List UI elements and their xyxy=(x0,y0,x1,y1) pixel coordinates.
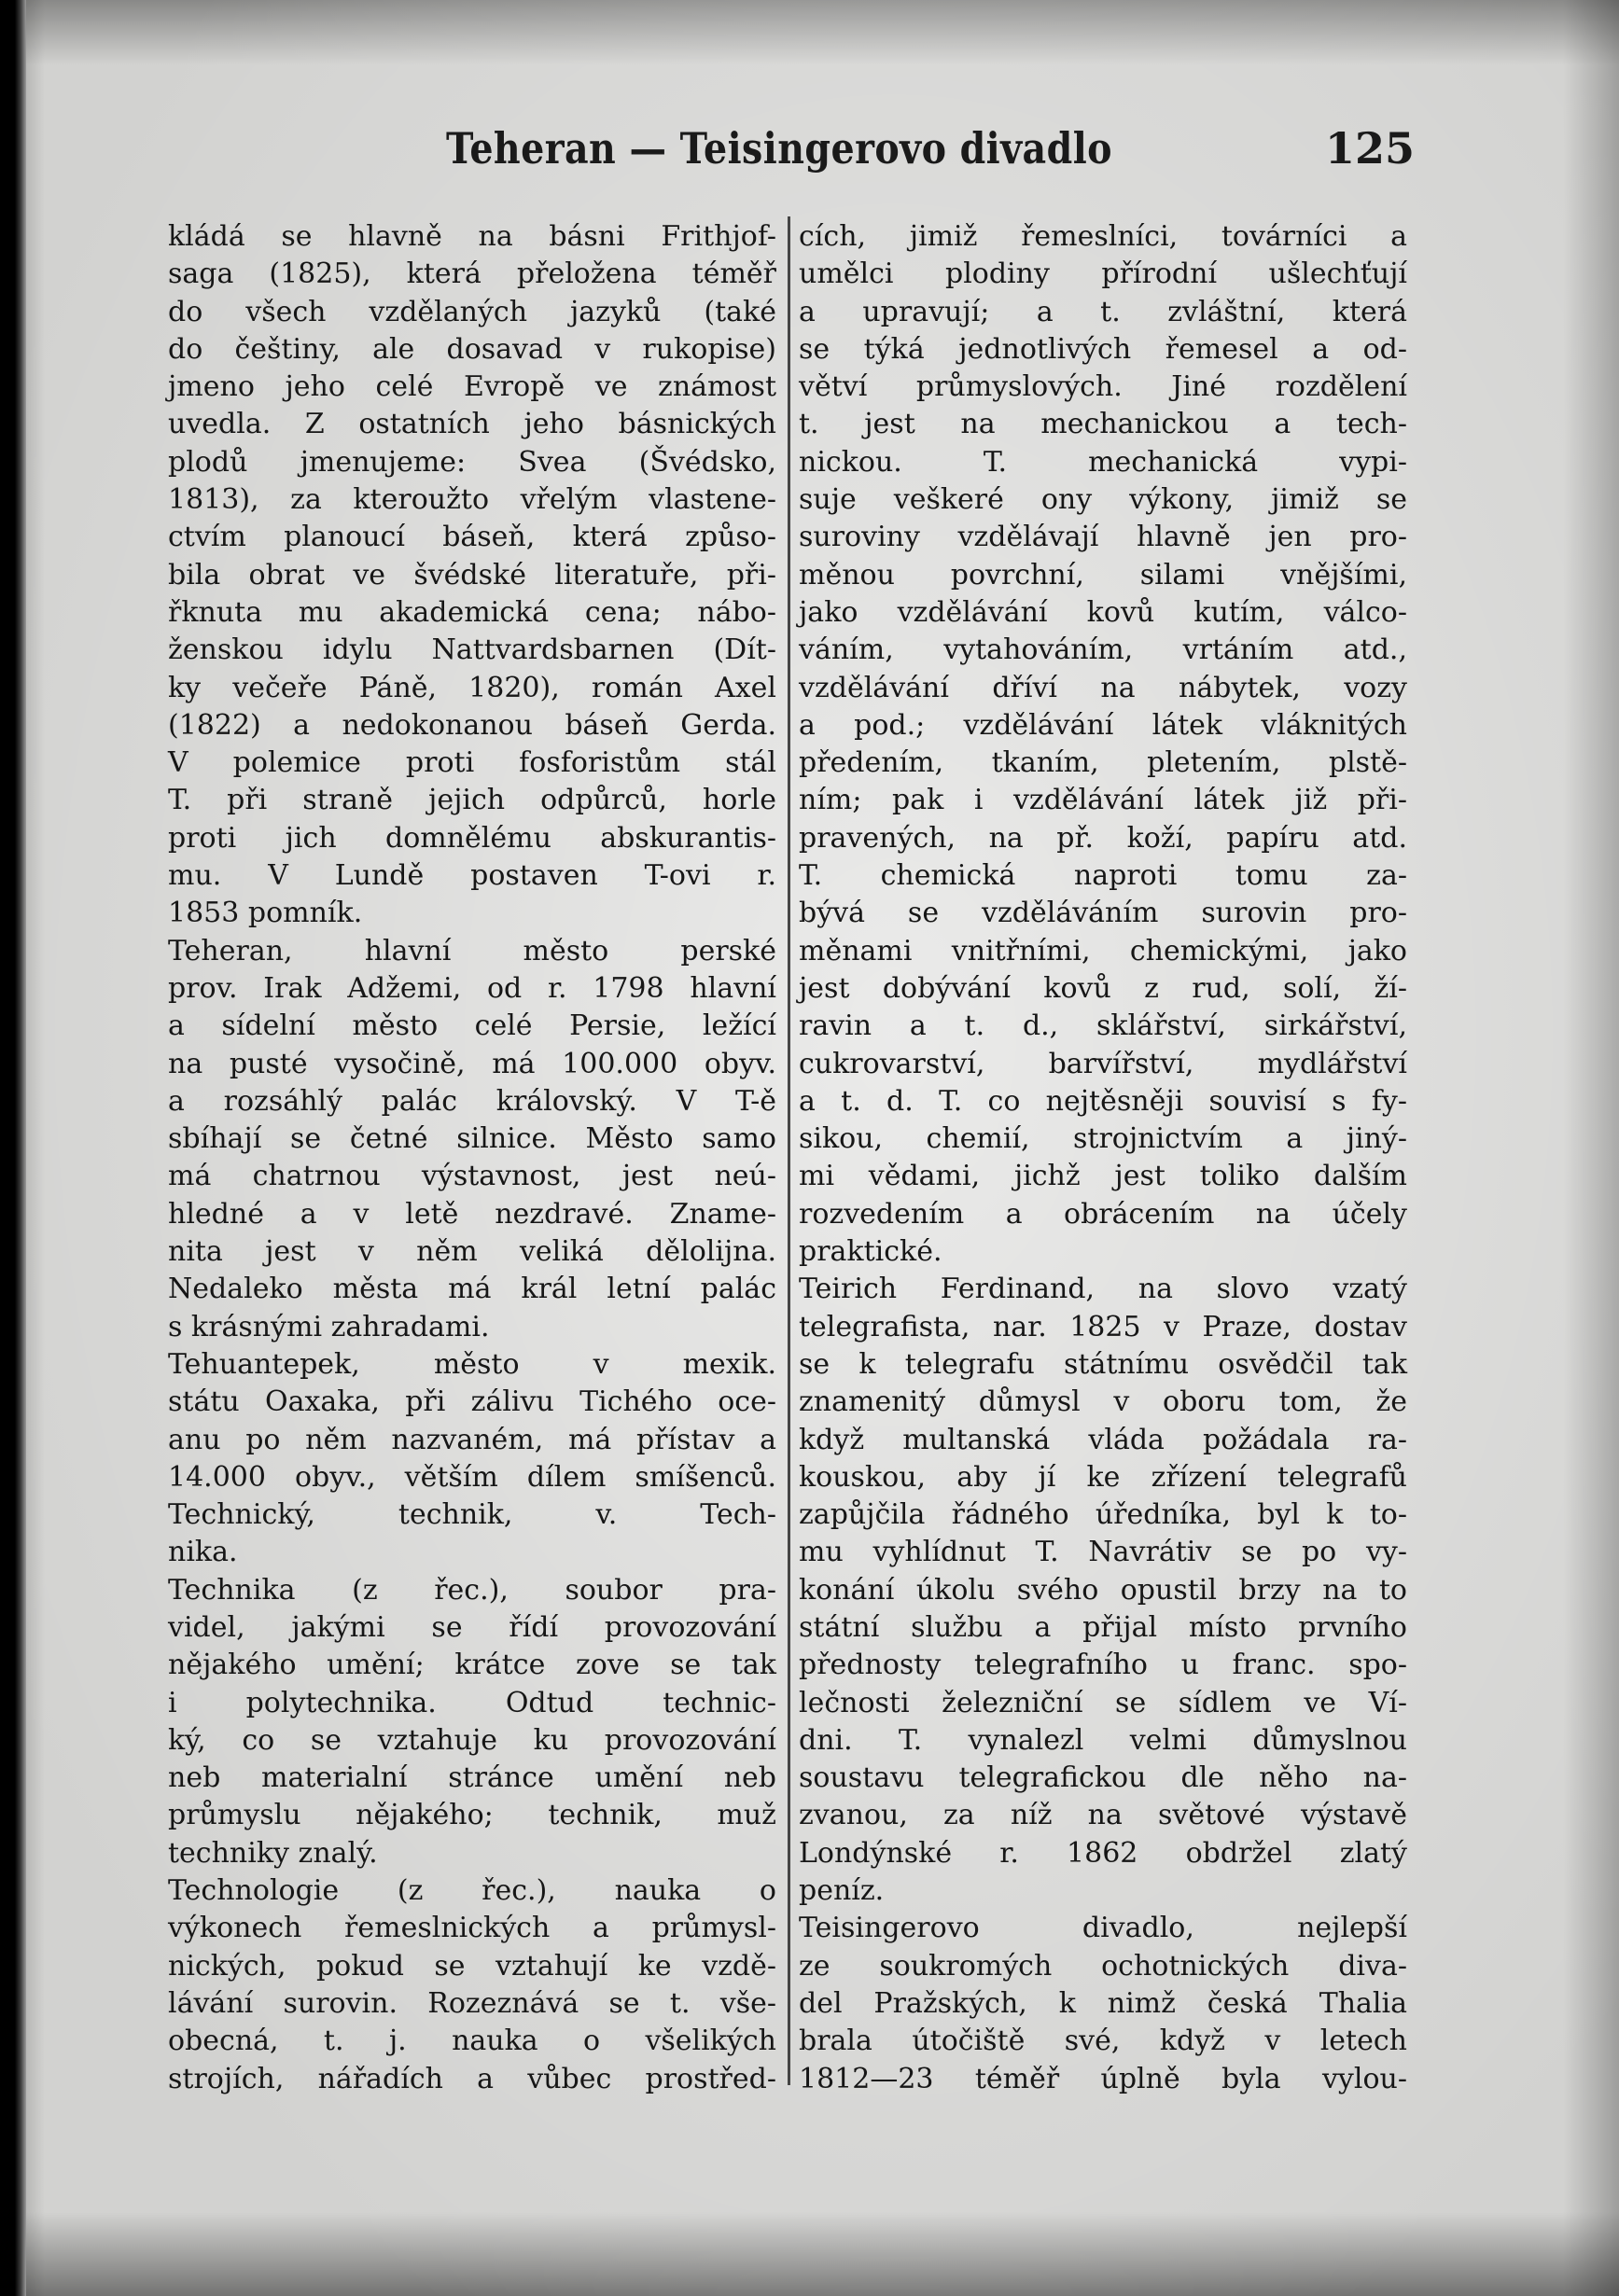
text-line: ženskou idylu Nattvardsbarnen (Dít- xyxy=(168,633,776,667)
text-line: sikou, chemií, strojnictvím a jiný- xyxy=(799,1122,1407,1156)
text-line: strojích, nářadích a vůbec prostřed- xyxy=(168,2062,776,2095)
text-line: se k telegrafu státnímu osvědčil tak xyxy=(799,1347,1407,1381)
text-line: řknuta mu akademická cena; nábo- xyxy=(168,595,776,629)
text-line: a rozsáhlý palác královský. V T-ě xyxy=(168,1084,776,1118)
text-line: státu Oaxaka, při zálivu Tichého oce- xyxy=(168,1385,776,1419)
text-line: telegrafista, nar. 1825 v Praze, dostav xyxy=(799,1310,1407,1343)
text-line: plodů jmenujeme: Svea (Švédsko, xyxy=(168,445,776,479)
text-line: brala útočiště své, když v letech xyxy=(799,2025,1407,2058)
text-line: na pusté vysočině, má 100.000 obyv. xyxy=(168,1047,776,1080)
text-line: Technologie (z řec.), nauka o xyxy=(168,1874,776,1908)
text-line: 1812—23 téměř úplně byla vylou- xyxy=(799,2062,1407,2095)
text-line: dni. T. vynalezl velmi důmyslnou xyxy=(799,1723,1407,1757)
text-line: mi vědami, jichž jest toliko dalším xyxy=(799,1160,1407,1193)
left-column xyxy=(168,218,776,2098)
text-line: 1813), za kteroužto vřelým vlastene- xyxy=(168,483,776,517)
text-line: cích, jimiž řemeslníci, továrníci a xyxy=(799,220,1407,253)
text-line: proti jich domnělému abskurantis- xyxy=(168,821,776,855)
text-line: T. chemická naproti tomu za- xyxy=(799,859,1407,893)
text-line: jest dobývání kovů z rud, solí, ží- xyxy=(799,971,1407,1005)
text-line: do všech vzdělaných jazyků (také xyxy=(168,295,776,328)
text-line: Teirich Ferdinand, na slovo vzatý xyxy=(799,1273,1407,1306)
text-line: jako vzdělávání kovů kutím, válco- xyxy=(799,595,1407,629)
text-line: techniky znalý. xyxy=(168,1836,378,1870)
text-line: Technický, technik, v. Tech- xyxy=(168,1498,776,1532)
text-line: ravin a t. d., sklářství, sirkářství, xyxy=(799,1009,1407,1043)
text-line: ze soukromých ochotnických diva- xyxy=(799,1949,1407,1983)
text-line: jmeno jeho celé Evropě ve známost xyxy=(168,370,776,404)
text-line: konání úkolu svého opustil brzy na to xyxy=(799,1573,1407,1607)
text-line: měnami vnitřními, chemickými, jako xyxy=(799,934,1407,967)
text-line: ním; pak i vzdělávání látek již při- xyxy=(799,784,1407,817)
text-line: ky večeře Páně, 1820), román Axel xyxy=(168,671,776,704)
text-line: se týká jednotlivých řemesel a od- xyxy=(799,332,1407,366)
text-line: a pod.; vzdělávání látek vláknitých xyxy=(799,708,1407,742)
text-line: zvanou, za níž na světové výstavě xyxy=(799,1799,1407,1832)
text-line: nických, pokud se vztahují ke vzdě- xyxy=(168,1949,776,1983)
page-edge-shadow xyxy=(7,0,26,2296)
text-line: nita jest v něm veliká dělolijna. xyxy=(168,1235,776,1269)
column-divider xyxy=(788,216,790,2085)
text-line: (1822) a nedokonanou báseň Gerda. xyxy=(168,708,776,742)
text-line: suje veškeré ony výkony, jimiž se xyxy=(799,483,1407,517)
text-line: neb materialní stránce umění neb xyxy=(168,1761,776,1795)
text-line: Technika (z řec.), soubor pra- xyxy=(168,1573,776,1607)
text-line: s krásnými zahradami. xyxy=(168,1310,490,1343)
page-number: 125 xyxy=(1325,123,1416,174)
text-line: státní službu a přijal místo prvního xyxy=(799,1610,1407,1644)
right-column xyxy=(799,218,1407,2098)
text-line: nickou. T. mechanická vypi- xyxy=(799,445,1407,479)
text-line: Tehuantepek, město v mexik. xyxy=(168,1347,776,1381)
text-line: znamenitý důmysl v oboru tom, že xyxy=(799,1385,1407,1419)
text-line: obecná, t. j. nauka o všelikých xyxy=(168,2025,776,2058)
text-line: průmyslu nějakého; technik, muž xyxy=(168,1799,776,1832)
text-line: T. při straně jejich odpůrců, horle xyxy=(168,784,776,817)
text-line: prov. Irak Adžemi, od r. 1798 hlavní xyxy=(168,971,776,1005)
text-line: nějakého umění; krátce zove se tak xyxy=(168,1649,776,1682)
text-line: soustavu telegrafickou dle něho na- xyxy=(799,1761,1407,1795)
text-line: suroviny vzdělávají hlavně jen pro- xyxy=(799,521,1407,554)
text-line: předením, tkaním, pletením, plstě- xyxy=(799,746,1407,780)
text-line: a sídelní město celé Persie, ležící xyxy=(168,1009,776,1043)
text-line: saga (1825), která přeložena téměř xyxy=(168,257,776,291)
text-line: cukrovarství, barvířství, mydlářství xyxy=(799,1047,1407,1080)
text-line: kládá se hlavně na básni Frithjof- xyxy=(168,220,776,253)
text-line: peníz. xyxy=(799,1874,885,1908)
text-line: anu po něm nazvaném, má přístav a xyxy=(168,1423,776,1456)
text-line: videl, jakými se řídí provozování xyxy=(168,1610,776,1644)
text-line: mu vyhlídnut T. Navrátiv se po vy- xyxy=(799,1536,1407,1569)
text-line: rozvedením a obrácením na účely xyxy=(799,1197,1407,1231)
text-line: lečnosti železniční se sídlem ve Ví- xyxy=(799,1686,1407,1719)
text-line: bývá se vzděláváním surovin pro- xyxy=(799,897,1407,930)
text-line: vzdělávání dříví na nábytek, vozy xyxy=(799,671,1407,704)
text-line: hledné a v letě nezdravé. Zname- xyxy=(168,1197,776,1231)
text-line: Londýnské r. 1862 obdržel zlatý xyxy=(799,1836,1407,1870)
book-page xyxy=(7,0,1619,2296)
text-line: pravených, na př. koží, papíru atd. xyxy=(799,821,1407,855)
text-line: nika. xyxy=(168,1536,238,1569)
text-line: mu. V Lundě postaven T-ovi r. xyxy=(168,859,776,893)
text-line: V polemice proti fosforistům stál xyxy=(168,746,776,780)
text-line: má chatrnou výstavnost, jest neú- xyxy=(168,1160,776,1193)
text-line: sbíhají se četné silnice. Město samo xyxy=(168,1122,776,1156)
text-line: praktické. xyxy=(799,1235,942,1269)
text-line: lávání surovin. Rozeznává se t. vše- xyxy=(168,1986,776,2020)
text-line: když multanská vláda požádala ra- xyxy=(799,1423,1407,1456)
header-title: Teheran — Teisingerovo divadlo xyxy=(446,123,1113,174)
text-line: výkonech řemeslnických a průmysl- xyxy=(168,1912,776,1945)
text-line: t. jest na mechanickou a tech- xyxy=(799,408,1407,441)
text-line: bila obrat ve švédské literatuře, při- xyxy=(168,558,776,591)
text-line: 14.000 obyv., větším dílem smíšenců. xyxy=(168,1460,776,1494)
text-line: měnou povrchní, silami vnějšími, xyxy=(799,558,1407,591)
text-line: váním, vytahováním, vrtáním atd., xyxy=(799,633,1407,667)
text-line: a t. d. T. co nejtěsněji souvisí s fy- xyxy=(799,1084,1407,1118)
text-line: zapůjčila řádného úředníka, byl k to- xyxy=(799,1498,1407,1532)
text-line: a upravují; a t. zvláštní, která xyxy=(799,295,1407,328)
text-line: uvedla. Z ostatních jeho básnických xyxy=(168,408,776,441)
text-line: ký, co se vztahuje ku provozování xyxy=(168,1723,776,1757)
text-line: do češtiny, ale dosavad v rukopise) xyxy=(168,332,776,366)
text-line: kouskou, aby jí ke zřízení telegrafů xyxy=(799,1460,1407,1494)
text-line: Nedaleko města má král letní palác xyxy=(168,1273,776,1306)
text-line: umělci plodiny přírodní ušlechťují xyxy=(799,257,1407,291)
text-line: del Pražských, k nimž česká Thalia xyxy=(799,1986,1407,2020)
text-line: ctvím planoucí báseň, která způso- xyxy=(168,521,776,554)
text-line: větví průmyslových. Jiné rozdělení xyxy=(799,370,1407,404)
running-header xyxy=(7,123,1619,179)
text-line: Teisingerovo divadlo, nejlepší xyxy=(799,1912,1407,1945)
text-line: 1853 pomník. xyxy=(168,897,363,930)
text-line: Teheran, hlavní město perské xyxy=(168,934,776,967)
text-line: přednosty telegrafního u franc. spo- xyxy=(799,1649,1407,1682)
text-line: i polytechnika. Odtud technic- xyxy=(168,1686,776,1719)
